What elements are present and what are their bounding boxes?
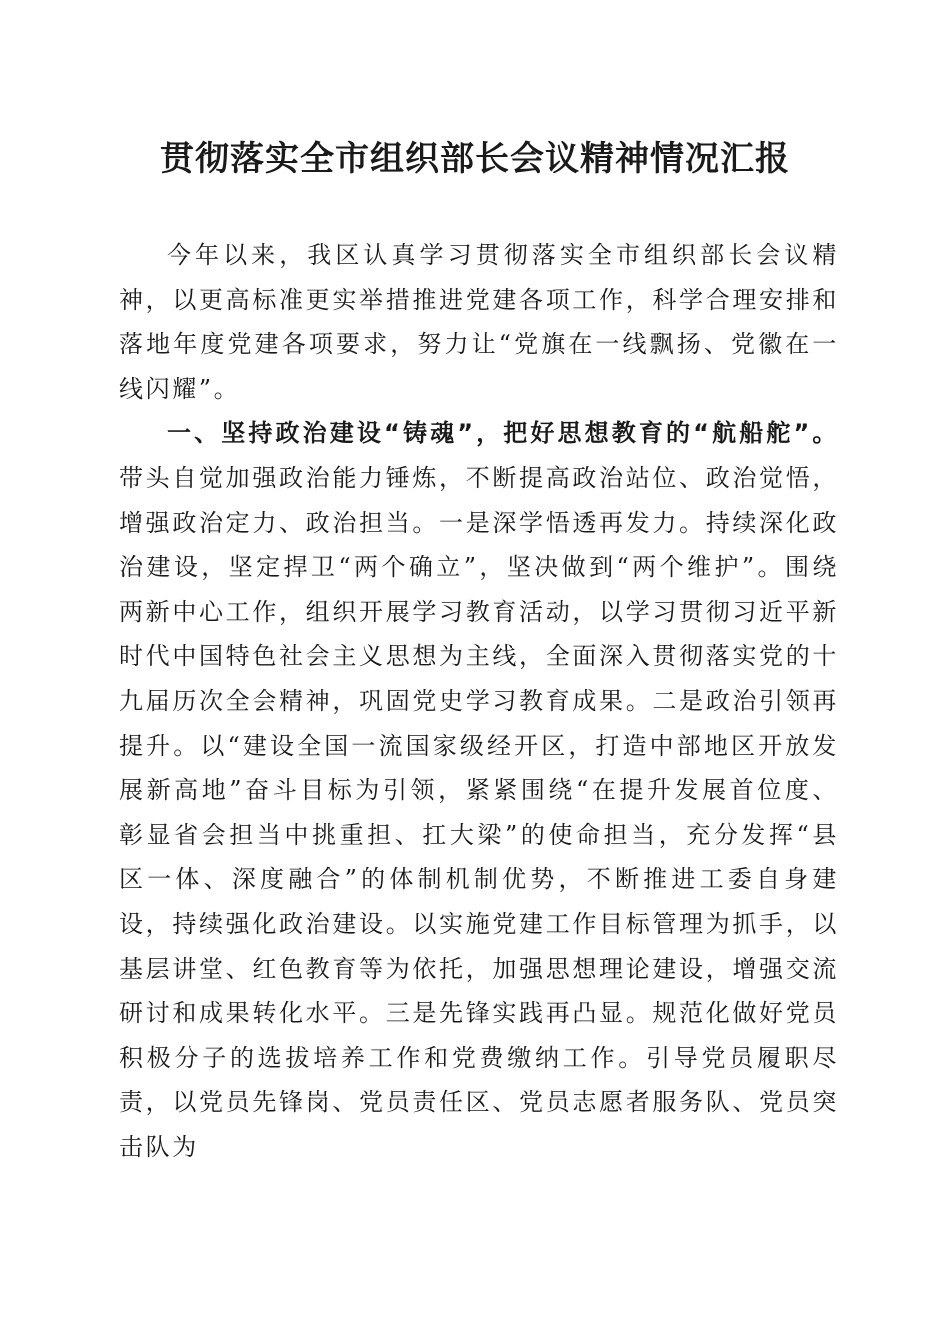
intro-paragraph: 今年以来，我区认真学习贯彻落实全市组织部长会议精神，以更高标准更实举措推进党建各项工作，科学合理安排和落地年度党建各项要求，努力让“党旗在一线飘扬、党徽在一线闪耀”。 — [119, 241, 839, 403]
section-1-paragraph — [119, 411, 839, 1169]
document-body — [119, 233, 839, 1169]
document-title: 贯彻落实全市组织部长会议精神情况汇报 — [160, 139, 790, 179]
section-1-body: 带头自觉加强政治能力锤炼，不断提高政治站位、政治觉悟，增强政治定力、政治担当。一是深学悟透再发力。持续深化政治建设，坚定捍卫“两个确立”，坚决做到“两个维护”。围绕两新中心工作，组织开展学习教育活动，以学习贯彻习近平新时代中国特色社会主义思想为主线，全面深入贯彻落实党的十九届历次全会精神，巩固党史学习教育成果。二是政治引领再提升。以“建设全国一流国家级经开区，打造中部地区开放发展新高地”奋斗目标为引领，紧紧围绕“在提升发展首位度、彰显省会担当中挑重担、扛大梁”的使命担当，充分发挥“县区一体、深度融合”的体制机制优势，不断推进工委自身建设，持续强化政治建设。以实施党建工作目标管理为抓手，以基层讲堂、红色教育等为依托，加强思想理论建设，增强交流研讨和成果转化水平。三是先锋实践再凸显。规范化做好党员积极分子的选拔培养工作和党费缴纳工作。引导党员履职尽责，以党员先锋岗、党员责任区、党员志愿者服务队、党员突击队为 — [119, 463, 839, 1161]
section-1-heading: 一、坚持政治建设“铸魂”，把好思想教育的“航船舵”。 — [167, 419, 839, 448]
